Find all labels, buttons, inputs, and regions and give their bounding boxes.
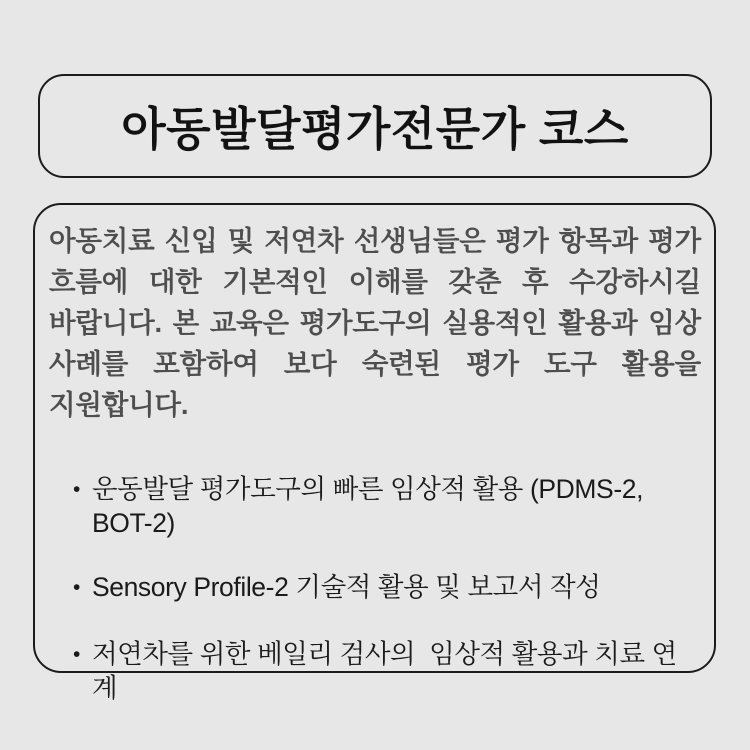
bullet-icon: • bbox=[73, 478, 80, 501]
course-title: 아동발달평가전문가 코스 bbox=[121, 103, 629, 155]
course-intro-paragraph: 아동치료 신입 및 저연차 선생님들은 평가 항목과 평가 흐름에 대한 기본적인 이해를 갖춘 후 수강하시길 바랍니다. 본 교육은 평가도구의 실용적인 활용과 임상 사례를 포함하여 보다 숙련된 평가 도구 활용을 지원합니다. bbox=[49, 225, 701, 420]
topic-label: 저연차를 위한 베일리 검사의 임상적 활용과 치료 연계 bbox=[91, 639, 677, 703]
list-item bbox=[73, 570, 697, 607]
course-topic-list bbox=[49, 472, 701, 705]
list-item bbox=[73, 637, 697, 705]
topic-label: 운동발달 평가도구의 빠른 임상적 활용 (PDMS-2, BOT-2) bbox=[91, 474, 651, 538]
bullet-icon: • bbox=[73, 643, 80, 666]
bullet-icon: • bbox=[73, 576, 80, 599]
course-description-card bbox=[33, 203, 716, 703]
topic-label: Sensory Profile-2 기술적 활용 및 보고서 작성 bbox=[91, 572, 601, 602]
list-item bbox=[73, 472, 697, 540]
course-title-card bbox=[38, 74, 712, 178]
